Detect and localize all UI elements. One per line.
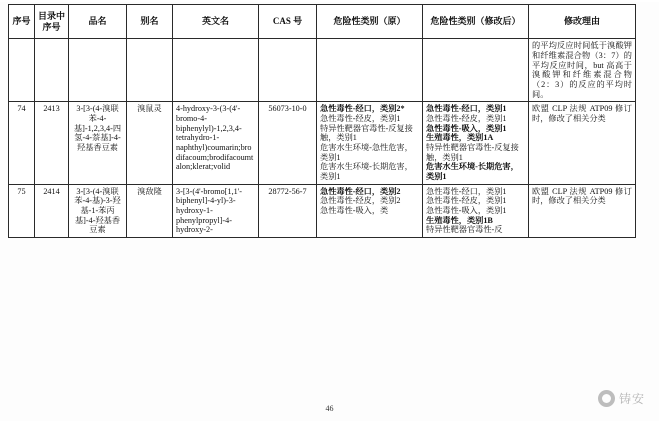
cell-reason: 欧盟 CLP 法规 ATP09 修订时，修改了相关分类 xyxy=(529,102,636,184)
cell-catalog-no: 2413 xyxy=(35,102,69,184)
hazard-classification-table xyxy=(8,4,636,238)
hazard-line: 急性毒性-经口，类别2* xyxy=(320,104,405,114)
hazard-line: 急性毒性-吸入，类别1 xyxy=(426,205,507,215)
cell-english-name: 3-[3-(4'-bromo[1,1'-biphenyl]-4-yl)-3-hydroxy-1-phenylpropyl]-4-hydroxy-2- xyxy=(173,184,259,237)
hazard-line: 生殖毒性，类别1A xyxy=(426,133,494,143)
cell-revised-hazard xyxy=(423,102,529,184)
hazard-line: 特异性靶器官毒性-反复接触，类别1 xyxy=(426,142,519,162)
cell-cas: 56073-10-0 xyxy=(259,102,317,184)
cell-catalog-no xyxy=(35,39,69,102)
table-header-row xyxy=(9,5,636,39)
column-header-cas: CAS 号 xyxy=(259,5,317,39)
table-row xyxy=(9,102,636,184)
column-header-alias: 别名 xyxy=(127,5,173,39)
hazard-line: 特异性靶器官毒性-反复接触，类别1 xyxy=(320,123,413,143)
hazard-line: 急性毒性-经皮，类别1 xyxy=(320,113,401,123)
cell-name xyxy=(69,39,127,102)
column-header-reason: 修改理由 xyxy=(529,5,636,39)
cell-original-hazard xyxy=(317,184,423,237)
hazard-line: 急性毒性-经口，类别2 xyxy=(320,186,401,196)
cell-alias: 溴鼠灵 xyxy=(127,102,173,184)
table-row xyxy=(9,184,636,237)
cell-revised-hazard xyxy=(423,184,529,237)
cell-name: 3-[3-(4-溴联苯-4-基]-1,2,3,4-四氢-4-萘基]-4-羟基香豆素 xyxy=(69,102,127,184)
cell-reason: 欧盟 CLP 法规 ATP09 修订时，修改了相关分类 xyxy=(529,184,636,237)
column-header-name: 品名 xyxy=(69,5,127,39)
hazard-line: 急性毒性-吸入，类别1 xyxy=(426,123,507,133)
cell-original-hazard xyxy=(317,102,423,184)
cell-alias xyxy=(127,39,173,102)
column-header-seq: 序号 xyxy=(9,5,35,39)
cell-name: 3-[3-(4-溴联苯-4-基)-3-羟基-1-苯丙基]-4-羟基香豆素 xyxy=(69,184,127,237)
hazard-line: 危害水生环境-长期危害，类别1 xyxy=(320,162,413,181)
hazard-line: 特异性靶器官毒性-反 xyxy=(426,225,503,235)
hazard-line: 急性毒性-经口，类别1 xyxy=(426,186,507,196)
cell-english-name xyxy=(173,39,259,102)
cell-catalog-no: 2414 xyxy=(35,184,69,237)
hazard-line: 急性毒性-吸入，类 xyxy=(320,205,389,215)
hazard-line: 危害水生环境-急性危害，类别1 xyxy=(320,142,413,162)
hazard-line: 急性毒性-经口，类别1 xyxy=(426,104,507,114)
hazard-line: 急性毒性-经皮，类别2 xyxy=(320,196,401,206)
cell-seq: 75 xyxy=(9,184,35,237)
table-row xyxy=(9,39,636,102)
cell-cas xyxy=(259,39,317,102)
column-header-english-name: 英文名 xyxy=(173,5,259,39)
page-number: 46 xyxy=(325,404,334,413)
cell-original-hazard xyxy=(317,39,423,102)
watermark-logo-icon xyxy=(598,390,615,407)
hazard-line: 急性毒性-经皮，类别1 xyxy=(426,113,507,123)
hazard-line: 急性毒性-经皮，类别1 xyxy=(426,196,507,206)
cell-reason: 的平均反应时间低于溴酸钾和纤维素混合物（3：7）的平均反应时间，but 高高于溴酸钾和纤维素混合物（2：3）的反应的平均时间。 xyxy=(529,39,636,102)
hazard-line: 危害水生环境-长期危害，类别1 xyxy=(426,162,519,181)
cell-english-name: 4-hydroxy-3-(3-(4'-bromo-4-biphenylyl)-1,2,3,4-tetrahydro-1-naphthyl)coumarin;brodifacoum;brodifacoumtalon;klerat;volid xyxy=(173,102,259,184)
watermark-text: 铸安 xyxy=(618,392,645,406)
watermark xyxy=(598,390,645,407)
hazard-line: 生殖毒性，类别1B xyxy=(426,215,493,225)
cell-seq xyxy=(9,39,35,102)
cell-revised-hazard xyxy=(423,39,529,102)
cell-alias: 溴敌隆 xyxy=(127,184,173,237)
column-header-revised-hazard: 危险性类别（修改后） xyxy=(423,5,529,39)
column-header-catalog-no: 目录中序号 xyxy=(35,5,69,39)
cell-seq: 74 xyxy=(9,102,35,184)
column-header-original-hazard: 危险性类别（原） xyxy=(317,5,423,39)
cell-cas: 28772-56-7 xyxy=(259,184,317,237)
page-top-edge xyxy=(0,0,659,2)
